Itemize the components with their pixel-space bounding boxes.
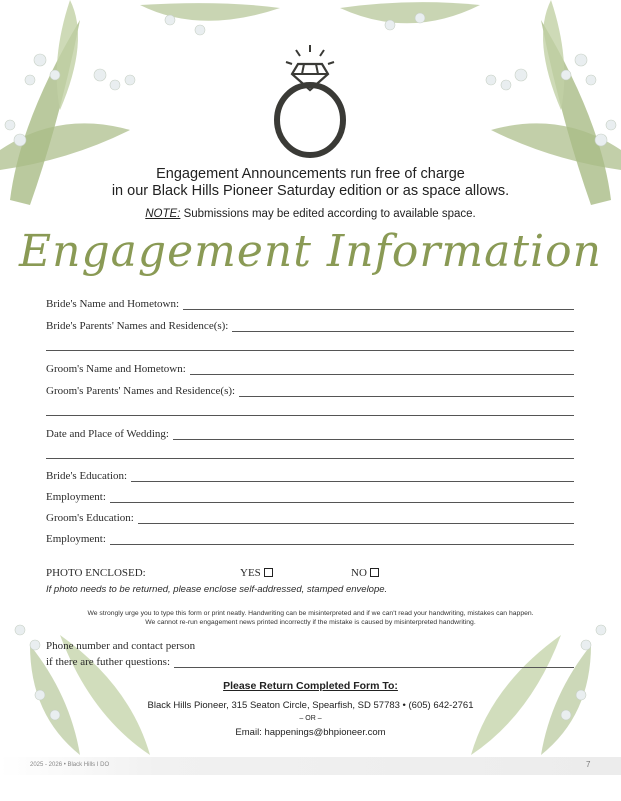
return-title: Please Return Completed Form To: xyxy=(223,680,398,692)
employment-field-2[interactable] xyxy=(46,531,574,545)
brides-parents-field[interactable] xyxy=(46,318,574,332)
fill-line[interactable] xyxy=(46,415,574,416)
brides-education-field[interactable] xyxy=(46,468,574,482)
field-label: Bride's Parents' Names and Residence(s): xyxy=(46,320,229,332)
leaves-top xyxy=(140,0,480,45)
note xyxy=(0,208,621,220)
fill-line[interactable] xyxy=(190,364,574,375)
field-label: Bride's Education: xyxy=(46,470,128,482)
field-label: Groom's Education: xyxy=(46,512,134,524)
wedding-field[interactable] xyxy=(46,426,574,440)
field-label: Groom's Parents' Names and Residence(s): xyxy=(46,385,236,397)
brides-name-field[interactable] xyxy=(46,296,574,310)
contact-label-1: Phone number and contact person xyxy=(46,640,196,652)
no-label: NO xyxy=(351,567,367,579)
fill-line[interactable] xyxy=(173,429,574,440)
disclaimer-line-2: We cannot re-run engagement news printed incorrectly if the mistake is caused by misinterpreted handwriting. xyxy=(145,619,476,626)
yes-label: YES xyxy=(240,567,261,579)
employment-field-1[interactable] xyxy=(46,489,574,503)
fill-line[interactable] xyxy=(110,534,574,545)
fill-line[interactable] xyxy=(131,471,574,482)
return-or: – OR – xyxy=(299,715,322,722)
intro-line-2: in our Black Hills Pioneer Saturday edition or as space allows. xyxy=(111,183,510,199)
photo-no-option[interactable] xyxy=(351,567,379,579)
fill-line[interactable] xyxy=(183,299,574,310)
fill-line[interactable] xyxy=(174,657,574,668)
engagement-ring-icon xyxy=(268,42,353,160)
no-checkbox[interactable] xyxy=(370,568,379,577)
field-label: if there are futher questions: xyxy=(46,656,171,668)
intro-line-1: Engagement Announcements run free of charge xyxy=(156,166,465,182)
footer-publication: 2025 - 2026 • Black Hills I DO xyxy=(30,762,110,768)
page-title: Engagement Information xyxy=(19,226,602,277)
page-number: 7 xyxy=(586,760,591,769)
disclaimer-line-1: We strongly urge you to type this form or print neatly. Handwriting can be misinterpreted and if we can't read your handwriting, mistakes can happen. xyxy=(87,610,534,617)
contact-field[interactable] xyxy=(46,654,574,668)
field-label: Date and Place of Wedding: xyxy=(46,428,169,440)
fill-line[interactable] xyxy=(46,350,574,351)
note-label: NOTE: xyxy=(145,208,181,220)
fill-line[interactable] xyxy=(232,321,574,332)
fill-line[interactable] xyxy=(239,386,574,397)
fill-line[interactable] xyxy=(138,513,574,524)
yes-checkbox[interactable] xyxy=(264,568,273,577)
field-label: Employment: xyxy=(46,491,106,503)
field-label: Bride's Name and Hometown: xyxy=(46,298,180,310)
photo-instructions: If photo needs to be returned, please enclose self-addressed, stamped envelope. xyxy=(46,584,388,595)
field-label: Employment: xyxy=(46,533,106,545)
fill-line[interactable] xyxy=(46,458,574,459)
fill-line[interactable] xyxy=(110,492,574,503)
return-address: Black Hills Pioneer, 315 Seaton Circle, Spearfish, SD 57783 • (605) 642-2761 xyxy=(147,700,474,711)
grooms-parents-field[interactable] xyxy=(46,383,574,397)
grooms-name-field[interactable] xyxy=(46,361,574,375)
note-text: Submissions may be edited according to available space. xyxy=(180,208,476,220)
grooms-education-field[interactable] xyxy=(46,510,574,524)
field-label: Groom's Name and Hometown: xyxy=(46,363,186,375)
return-email[interactable]: Email: happenings@bhpioneer.com xyxy=(235,727,386,738)
photo-yes-option[interactable] xyxy=(240,567,273,579)
photo-label: PHOTO ENCLOSED: xyxy=(46,567,146,579)
